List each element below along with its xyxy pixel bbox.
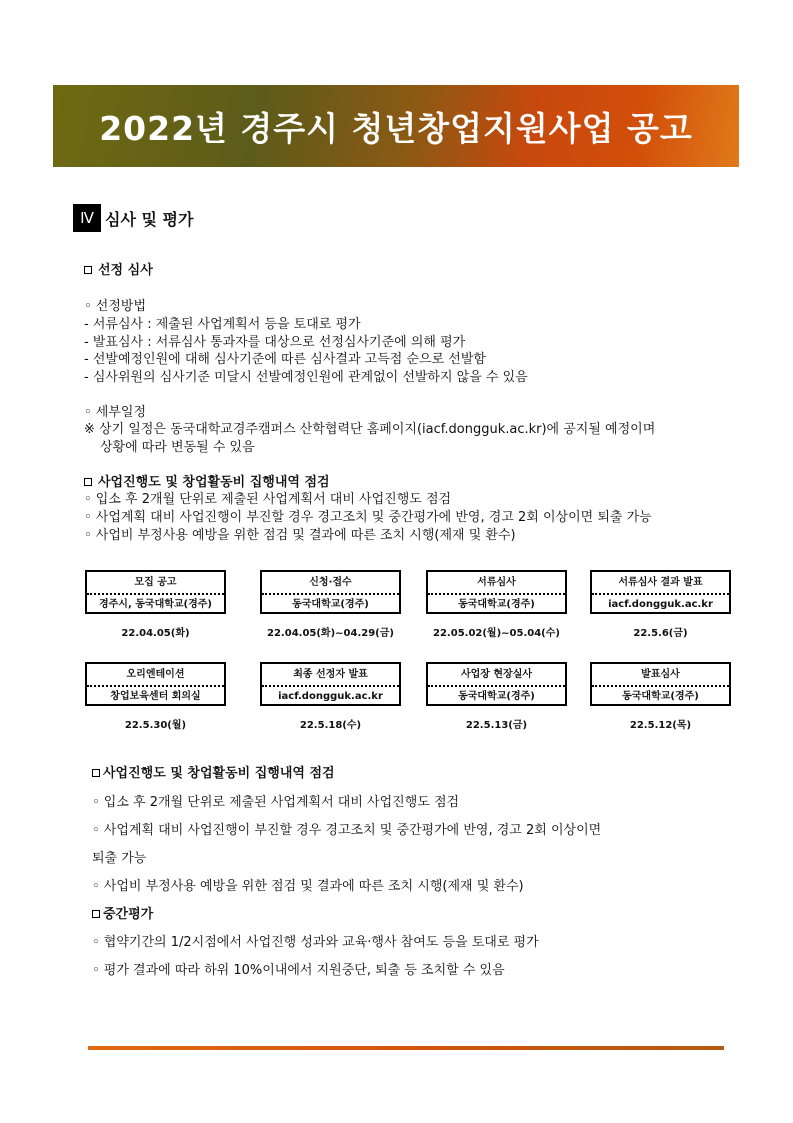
- schedule-box: [85, 570, 226, 614]
- method-line: - 선발예정인원에 대해 심사기준에 따른 심사결과 고득점 순으로 선발함: [84, 352, 486, 367]
- schedule-date: 22.05.02(월)~05.04(수): [433, 628, 560, 639]
- square-bullet-icon: [84, 478, 92, 486]
- progress-heading-text: 사업진행도 및 창업활동비 집행내역 점검: [98, 475, 330, 490]
- schedule-date: 22.5.13(금): [465, 720, 528, 731]
- schedule-box-title: 사업장 현장실사: [428, 664, 565, 687]
- page-title: 2022년 경주시 청년창업지원사업 공고: [99, 108, 693, 148]
- square-bullet-icon: [92, 769, 100, 777]
- schedule-box-title: 오리엔테이션: [87, 664, 224, 687]
- schedule-box: [426, 570, 567, 614]
- progress2-line: ◦ 사업계획 대비 사업진행이 부진할 경우 경고조치 및 중간평가에 반영, 경고 2회 이상이면: [92, 823, 602, 838]
- midterm-heading: [92, 906, 153, 924]
- progress2-heading-text: 사업진행도 및 창업활동비 집행내역 점검: [103, 766, 335, 781]
- schedule-label: ◦ 세부일정: [84, 405, 147, 420]
- midterm-line: ◦ 평가 결과에 따라 하위 10%이내에서 지원중단, 퇴출 등 조치할 수 있음: [92, 963, 505, 978]
- method-line: - 발표심사 : 서류심사 통과자를 대상으로 선정심사기준에 의해 평가: [84, 335, 466, 350]
- progress-line: ◦ 사업비 부정사용 예방을 위한 점검 및 결과에 따른 조치 시행(제재 및 환수): [84, 528, 516, 543]
- schedule-box: [85, 662, 226, 706]
- title-banner: [53, 85, 739, 167]
- progress2-line-cont: 퇴출 가능: [92, 851, 147, 866]
- progress-line: ◦ 사업계획 대비 사업진행이 부진할 경우 경고조치 및 중간평가에 반영, 경고 2회 이상이면 퇴출 가능: [84, 510, 652, 525]
- section-title: 심사 및 평가: [105, 209, 194, 229]
- selection-heading: [84, 262, 153, 280]
- progress-line: ◦ 입소 후 2개월 단위로 제출된 사업계획서 대비 사업진행도 점검: [84, 492, 452, 507]
- schedule-box-place: 동국대학교(경주): [292, 599, 369, 610]
- schedule-box-place: 동국대학교(경주): [622, 691, 699, 702]
- footer-divider: [88, 1046, 724, 1050]
- schedule-box: [260, 570, 401, 614]
- method-line: - 서류심사 : 제출된 사업계획서 등을 토대로 평가: [84, 317, 361, 332]
- schedule-box-title: 발표심사: [592, 664, 729, 687]
- section-header: [73, 204, 193, 232]
- schedule-box-title: 서류심사: [428, 572, 565, 595]
- schedule-box: [260, 662, 401, 706]
- schedule-note: ※ 상기 일정은 동국대학교경주캠퍼스 산학협력단 홈페이지(iacf.dongguk.ac.kr)에 공지될 예정이며: [84, 422, 656, 437]
- schedule-date: 22.5.12(목): [629, 720, 692, 731]
- schedule-note-cont: 상황에 따라 변동될 수 있음: [100, 440, 255, 455]
- midterm-heading-text: 중간평가: [103, 907, 154, 922]
- section-number: Ⅳ: [73, 204, 101, 232]
- schedule-box-place: 경주시, 동국대학교(경주): [98, 599, 213, 610]
- schedule-box-title: 서류심사 결과 발표: [592, 572, 729, 595]
- progress-heading: [84, 474, 330, 492]
- method-label: ◦ 선정방법: [84, 299, 147, 314]
- schedule-date: 22.5.6(금): [633, 628, 688, 639]
- schedule-date: 22.5.18(수): [299, 720, 362, 731]
- schedule-box-title: 모집 공고: [87, 572, 224, 595]
- schedule-box-place: 동국대학교(경주): [458, 691, 535, 702]
- schedule-box: [426, 662, 567, 706]
- progress2-heading: [92, 765, 335, 783]
- square-bullet-icon: [84, 266, 92, 274]
- schedule-box-title: 신청·접수: [262, 572, 399, 595]
- method-line: - 심사위원의 심사기준 미달시 선발예정인원에 관계없이 선발하지 않을 수 있음: [84, 370, 528, 385]
- schedule-date: 22.5.30(월): [124, 720, 187, 731]
- schedule-box-place: iacf.dongguk.ac.kr: [608, 599, 713, 610]
- schedule-box-place: 동국대학교(경주): [458, 599, 535, 610]
- schedule-date: 22.04.05(화): [121, 628, 190, 639]
- schedule-box: [590, 662, 731, 706]
- schedule-box: [590, 570, 731, 614]
- square-bullet-icon: [92, 910, 100, 918]
- schedule-box-title: 최종 선정자 발표: [262, 664, 399, 687]
- schedule-box-place: 창업보육센터 회의실: [110, 691, 201, 702]
- schedule-box-place: iacf.dongguk.ac.kr: [278, 691, 383, 702]
- progress2-line: ◦ 사업비 부정사용 예방을 위한 점검 및 결과에 따른 조치 시행(제재 및 환수): [92, 879, 524, 894]
- midterm-line: ◦ 협약기간의 1/2시점에서 사업진행 성과와 교육·행사 참여도 등을 토대로 평가: [92, 935, 539, 950]
- selection-heading-text: 선정 심사: [98, 263, 153, 278]
- schedule-date: 22.04.05(화)~04.29(금): [267, 628, 394, 639]
- progress2-line: ◦ 입소 후 2개월 단위로 제출된 사업계획서 대비 사업진행도 점검: [92, 795, 460, 810]
